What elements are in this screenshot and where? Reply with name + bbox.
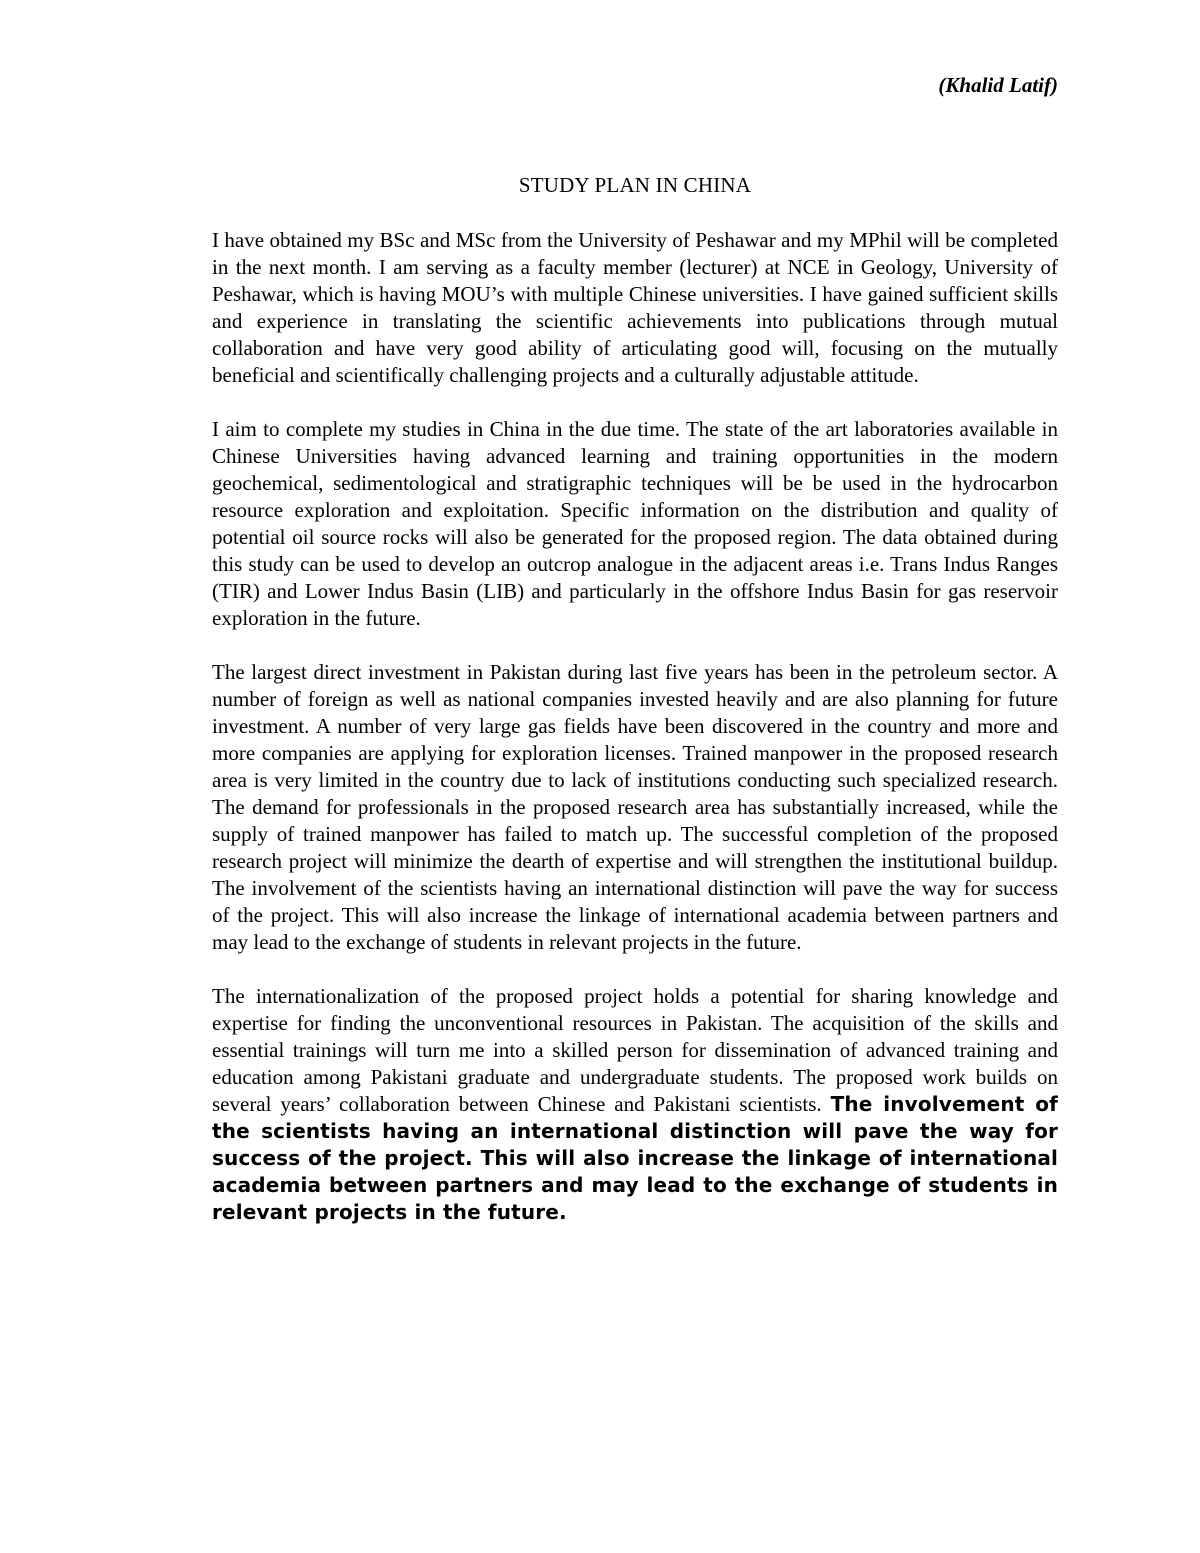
- author-name: (Khalid Latif): [938, 73, 1058, 97]
- paragraph-background: I have obtained my BSc and MSc from the University of Peshawar and my MPhil will be completed in the next month. I am serving as a faculty member (lecturer) at NCE in Geology, University of Peshawar, which is having MOU’s with multiple Chinese universities. I have gained sufficient skills and experience in translating the scientific achievements into publications through mutual collaboration and have very good ability of articulating good will, focusing on the mutually beneficial and scientifically challenging projects and a culturally adjustable attitude.: [212, 228, 1058, 387]
- emphasized-statement: The involvement of the scientists having an international distinction will pave the way for success of the project. This will also increase the linkage of international academia between partners and may lead to the exchange of students in relevant projects in the future.: [212, 1092, 1058, 1224]
- paragraph-investment: The largest direct investment in Pakistan during last five years has been in the petroleum sector. A number of foreign as well as national companies invested heavily and are also planning for future investment. A number of very large gas fields have been discovered in the country and more and more companies are applying for exploration licenses. Trained manpower in the proposed research area is very limited in the country due to lack of institutions conducting such specialized research. The demand for professionals in the proposed research area has substantially increased, while the supply of trained manpower has failed to match up. The successful completion of the proposed research project will minimize the dearth of expertise and will strengthen the institutional buildup. The involvement of the scientists having an international distinction will pave the way for success of the project. This will also increase the linkage of international academia between partners and may lead to the exchange of students in relevant projects in the future.: [212, 660, 1058, 954]
- paragraph-study-aims: I aim to complete my studies in China in the due time. The state of the art laboratories available in Chinese Universities having advanced learning and training opportunities in the modern geochemical, sedimentological and stratigraphic techniques will be be used in the hydrocarbon resource exploration and exploitation. Specific information on the distribution and quality of potential oil source rocks will also be generated for the proposed region. The data obtained during this study can be used to develop an outcrop analogue in the adjacent areas i.e. Trans Indus Ranges (TIR) and Lower Indus Basin (LIB) and particularly in the offshore Indus Basin for gas reservoir exploration in the future.: [212, 417, 1058, 630]
- document-title: STUDY PLAN IN CHINA: [518, 173, 752, 197]
- paragraph-internationalization: [212, 983, 1058, 1226]
- paragraph-internationalization-text: The internationalization of the proposed project holds a potential for sharing knowledge and expertise for finding the unconventional resources in Pakistan. The acquisition of the skills and essential trainings will turn me into a skilled person for dissemination of advanced training and education among Pakistani graduate and undergraduate students. The proposed work builds on several years’ collaboration between Chinese and Pakistani scientists.: [212, 984, 1058, 1116]
- document-body: [212, 227, 1058, 1253]
